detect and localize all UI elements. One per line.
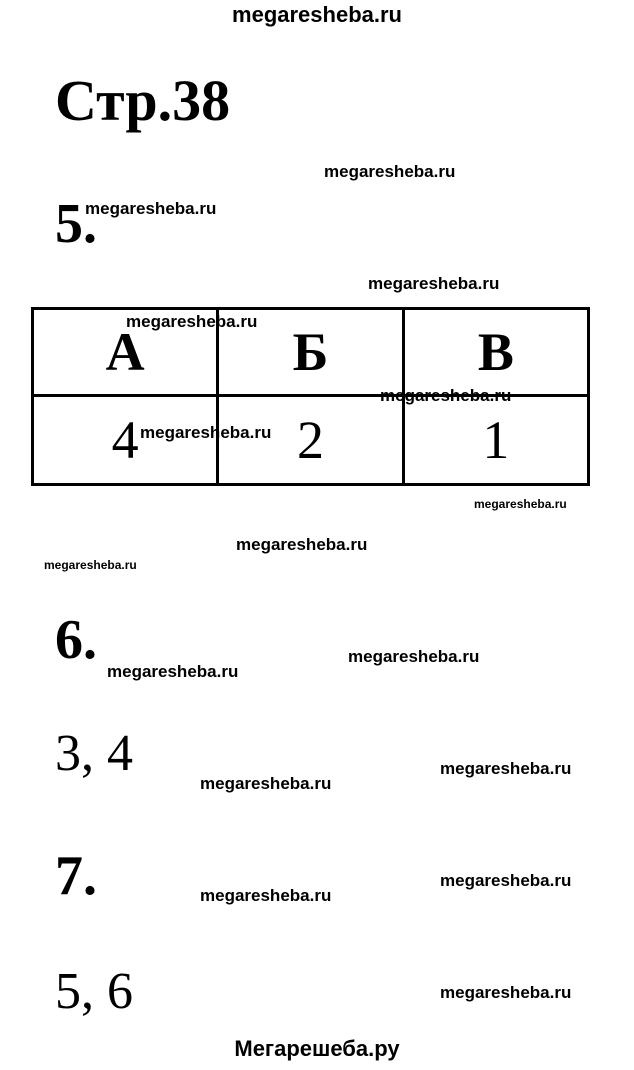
watermark: megaresheba.ru [85, 199, 217, 218]
task-6-number: 6. [55, 609, 97, 671]
table-header-cell: Б [218, 309, 403, 396]
table-header-cell: А [33, 309, 218, 396]
footer-watermark: Мегарешеба.ру [234, 1036, 400, 1061]
watermark: megaresheba.ru [107, 662, 239, 681]
watermark: megaresheba.ru [44, 558, 137, 572]
table-cell: 4 [33, 396, 218, 485]
watermark: megaresheba.ru [380, 386, 512, 405]
watermark: megaresheba.ru [236, 535, 368, 554]
watermark: megaresheba.ru [324, 162, 456, 181]
watermark: megaresheba.ru [200, 774, 332, 793]
task-7-number: 7. [55, 845, 97, 907]
watermark: megaresheba.ru [368, 274, 500, 293]
watermark: megaresheba.ru [348, 647, 480, 666]
table-row [33, 396, 589, 485]
watermark: megaresheba.ru [474, 497, 567, 511]
table-header-row [33, 309, 589, 396]
watermark: megaresheba.ru [440, 983, 572, 1002]
watermark: megaresheba.ru [440, 759, 572, 778]
table-cell: 2 [218, 396, 403, 485]
task-6-answer: 3, 4 [55, 725, 133, 782]
watermark: megaresheba.ru [200, 886, 332, 905]
page-title: Стр.38 [55, 68, 231, 133]
header-watermark: megaresheba.ru [232, 2, 402, 27]
task-5-number: 5. [55, 193, 97, 255]
watermark: megaresheba.ru [440, 871, 572, 890]
task-7-answer: 5, 6 [55, 963, 133, 1020]
table-cell: 1 [403, 396, 588, 485]
watermark: megaresheba.ru [140, 423, 272, 442]
table-header-cell: В [403, 309, 588, 396]
watermark: megaresheba.ru [126, 312, 258, 331]
